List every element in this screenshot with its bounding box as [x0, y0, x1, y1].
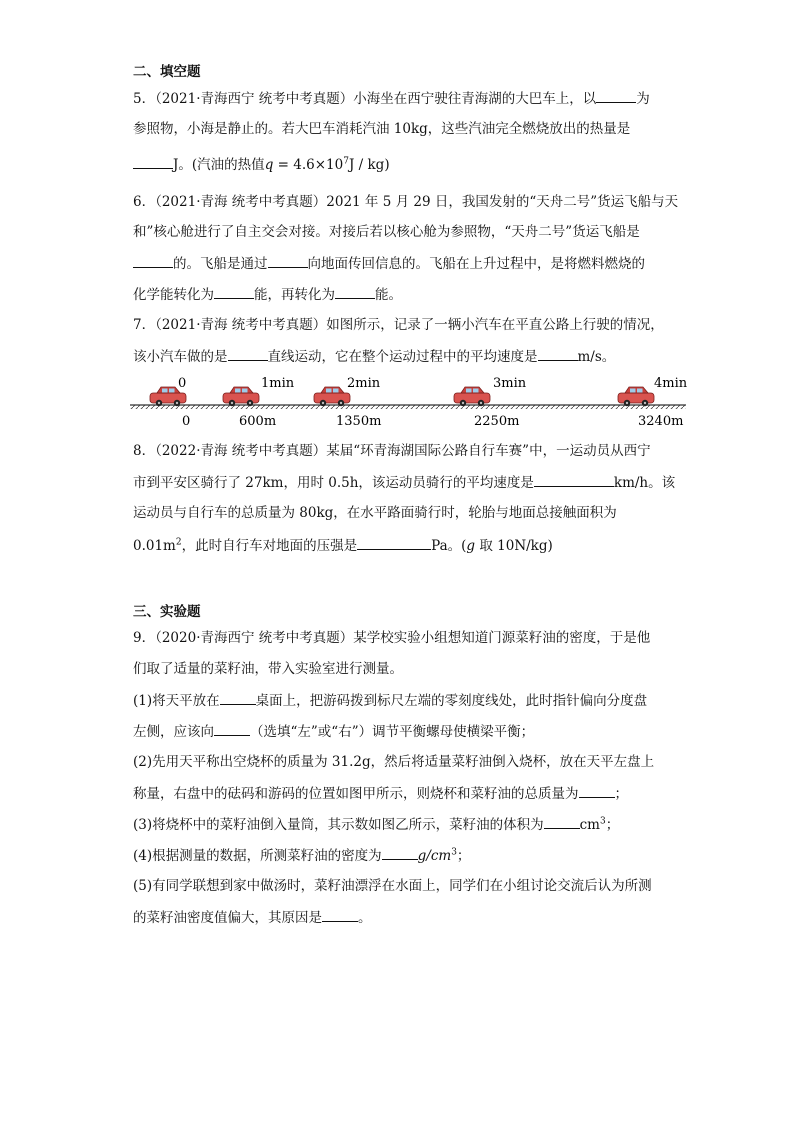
car-icon-3: [454, 387, 490, 406]
q9-part2-line-2: [133, 783, 628, 804]
q8-variable-g: g: [466, 538, 476, 554]
q9-text: (1)将天平放在: [133, 693, 220, 709]
q6-text: 的。飞船是通过: [173, 256, 268, 272]
time-label-3: 3min: [493, 376, 527, 391]
q9-text: ；: [605, 817, 620, 833]
q7-car-motion-diagram: [128, 372, 688, 432]
car-icon-4: [618, 387, 654, 406]
q9-unit: g/cm: [417, 848, 452, 864]
q9-answer-blank-2[interactable]: [214, 721, 250, 736]
q8-exponent: 2: [175, 537, 182, 548]
q5-exponent: 7: [343, 156, 349, 167]
q6-text: 化学能转化为: [133, 287, 214, 303]
q9-text: 左侧，应该向: [133, 724, 214, 740]
q6-line-2: 和”核心舱进行了自主交会对接。对接后若以核心舱为参照物，“天舟二号”货运飞船是: [133, 224, 640, 240]
q8-line-3: 运动员与自行车的总质量为 80kg，在水平路面骑行时，轮胎与地面总接触面积为: [133, 505, 617, 521]
q9-line-1: 9．（2020·青海西宁 统考中考真题）某学校实验小组想知道门源菜籽油的密度，于是他: [133, 630, 651, 646]
distance-label-2: 1350m: [336, 414, 382, 429]
q7-line-1: 7．（2021·青海 统考中考真题）如图所示，记录了一辆小汽车在平直公路上行驶的情况，: [133, 317, 664, 333]
q5-line-1: [133, 88, 650, 109]
q6-text: 能，再转化为: [254, 287, 335, 303]
distance-label-0: 0: [182, 414, 191, 429]
car-icon-1: [223, 387, 259, 406]
car-icon-2: [314, 387, 350, 406]
time-label-2: 2min: [347, 376, 381, 391]
q9-answer-blank-4[interactable]: [544, 814, 580, 829]
q9-text: （选填“左”或“右”）调节平衡螺母使横梁平衡；: [250, 724, 535, 740]
q6-line-1: 6．（2021·青海 统考中考真题）2021 年 5 月 29 日，我国发射的“天舟二号”货运飞船与天: [133, 194, 679, 210]
q9-text: 称量，右盘中的砝码和游码的位置如图甲所示，则烧杯和菜籽油的总质量为: [133, 786, 579, 802]
q5-variable-q: q: [264, 157, 274, 173]
q8-text: 市到平安区骑行了 27km，用时 0.5h，该运动员骑行的平均速度是: [133, 475, 534, 491]
time-label-1: 1min: [261, 376, 295, 391]
q5-answer-blank-2[interactable]: [133, 154, 173, 169]
q9-part3-line: [133, 814, 619, 835]
q9-part5-line-1: (5)有同学联想到家中做汤时，菜籽油漂浮在水面上，同学们在小组讨论交流后认为所测: [133, 878, 652, 894]
time-label-4: 4min: [654, 376, 688, 391]
q8-text: Pa。(: [431, 538, 467, 554]
distance-label-1: 600m: [239, 414, 277, 429]
q5-text: = 4.6×10: [273, 157, 344, 173]
q7-diagram-svg: [128, 372, 688, 432]
q6-text: 向地面传回信息的。飞船在上升过程中，是将燃料燃烧的: [307, 256, 645, 272]
q5-line-3: [133, 154, 390, 175]
q8-text: ，此时自行车对地面的压强是: [181, 538, 358, 554]
q9-answer-blank-3[interactable]: [579, 783, 615, 798]
q9-answer-blank-1[interactable]: [220, 690, 256, 705]
q9-line-2: 们取了适量的菜籽油，带入实验室进行测量。: [133, 661, 403, 677]
q5-answer-blank-1[interactable]: [596, 88, 636, 103]
q9-exponent: 3: [600, 816, 606, 827]
q6-answer-blank-2[interactable]: [268, 253, 308, 268]
q9-text: (3)将烧杯中的菜籽油倒入量筒，其示数如图乙所示，菜籽油的体积为: [133, 817, 544, 833]
q9-text: ；: [456, 848, 471, 864]
q5-text: 5．（2021·青海西宁 统考中考真题）小海坐在西宁驶往青海湖的大巴车上，以: [133, 91, 597, 107]
q9-text: ；: [614, 786, 628, 802]
q7-text: 直线运动，它在整个运动过程中的平均速度是: [267, 349, 538, 365]
q5-text: J。(汽油的热值: [173, 157, 265, 173]
section-title-fill-in: 二、填空题: [133, 64, 201, 80]
distance-label-3: 2250m: [474, 414, 520, 429]
q6-answer-blank-1[interactable]: [133, 253, 173, 268]
q9-answer-blank-6[interactable]: [322, 907, 358, 922]
q7-text: 该小汽车做的是: [133, 349, 228, 365]
q7-unit: m/s。: [577, 349, 616, 365]
q9-exponent: 3: [451, 847, 457, 858]
q9-text: 的菜籽油密度值偏大，其原因是: [133, 910, 322, 926]
q6-line-4: [133, 284, 402, 305]
q9-answer-blank-5[interactable]: [382, 845, 418, 860]
q6-line-3: [133, 253, 645, 274]
q9-text: (4)根据测量的数据，所测菜籽油的密度为: [133, 848, 382, 864]
q9-text: 。: [358, 910, 372, 926]
section-title-experiment: 三、实验题: [133, 604, 201, 620]
q8-answer-blank-1[interactable]: [534, 472, 614, 487]
q9-part5-line-2: [133, 907, 372, 928]
q8-text: 0.01m: [133, 538, 176, 554]
q9-text: 桌面上，把游码拨到标尺左端的零刻度线处，此时指针偏向分度盘: [255, 693, 648, 709]
q6-answer-blank-4[interactable]: [335, 284, 375, 299]
q7-line-2: [133, 346, 615, 367]
q5-text: ): [384, 157, 390, 173]
q8-line-1: 8．（2022·青海 统考中考真题）某届“环青海湖国际公路自行车赛”中，一运动员从西宁: [133, 443, 651, 459]
q8-line-2: [133, 472, 675, 493]
q9-part4-line: [133, 845, 470, 866]
q7-answer-blank-2[interactable]: [538, 346, 578, 361]
q6-text: 能。: [375, 287, 402, 303]
q8-text: 取 10N/kg): [475, 538, 553, 554]
q9-unit: cm: [579, 817, 600, 833]
q8-line-4: [133, 535, 553, 556]
q8-text: km/h。该: [613, 475, 676, 491]
q6-answer-blank-3[interactable]: [214, 284, 254, 299]
q9-part1-line-1: [133, 690, 647, 711]
q8-answer-blank-2[interactable]: [357, 535, 431, 550]
q9-part1-line-2: [133, 721, 534, 742]
distance-label-4: 3240m: [638, 414, 684, 429]
q7-answer-blank-1[interactable]: [228, 346, 268, 361]
time-label-0: 0: [178, 376, 187, 391]
q5-unit: J / kg: [348, 157, 385, 173]
q9-part2-line-1: (2)先用天平称出空烧杯的质量为 31.2g，然后将适量菜籽油倒入烧杯，放在天平左盘上: [133, 754, 655, 770]
q5-line-2: 参照物，小海是静止的。若大巴车消耗汽油 10kg，这些汽油完全燃烧放出的热量是: [133, 121, 631, 137]
q5-text: 为: [636, 91, 650, 107]
